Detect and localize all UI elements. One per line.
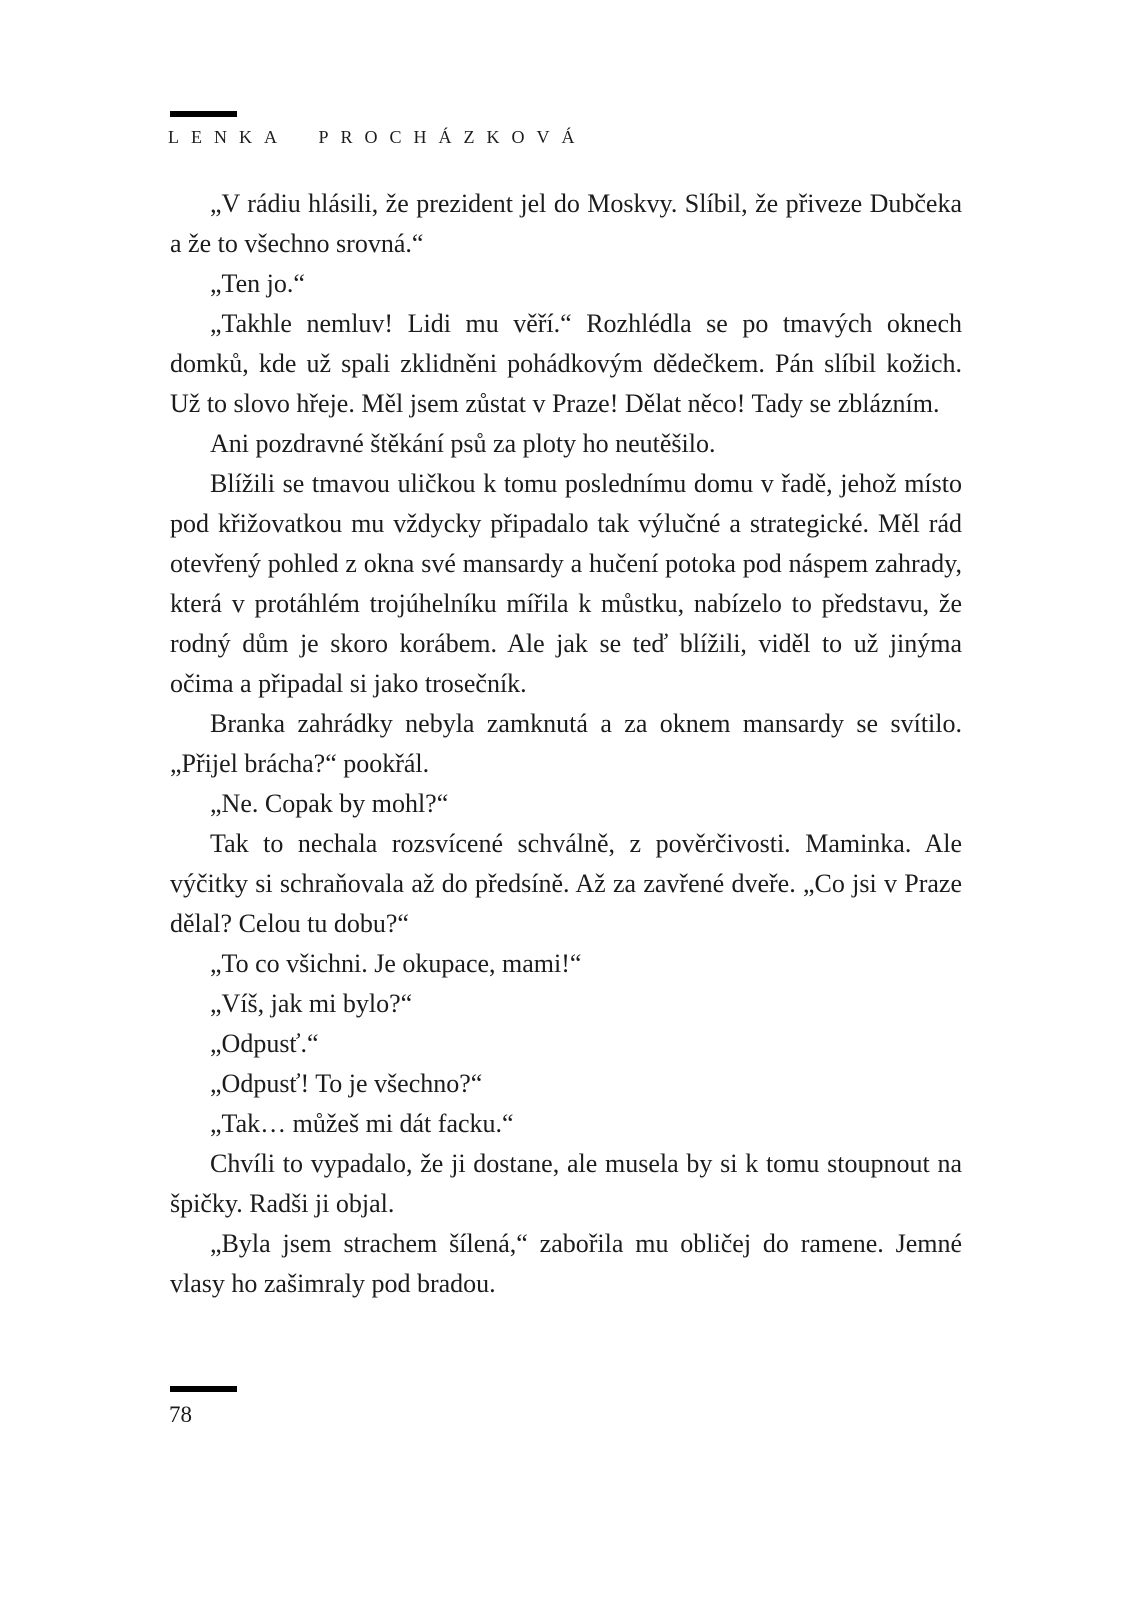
paragraph: „Byla jsem strachem šílená,“ zabořila mu obličej do ramene. Jemné vlasy ho zašimraly pod bradou. <box>170 1229 962 1298</box>
footer-rule <box>170 1386 237 1392</box>
paragraph: „Ne. Copak by mohl?“ <box>210 789 449 818</box>
running-head-author: LENKA PROCHÁZKOVÁ <box>168 127 587 147</box>
page-number: 78 <box>169 1402 192 1427</box>
page-body <box>170 184 962 1304</box>
header-rule <box>170 111 237 117</box>
paragraph: Branka zahrádky nebyla zamknutá a za oknem mansardy se svítilo. „Přijel brácha?“ pookřál. <box>170 709 962 778</box>
paragraph: „Takhle nemluv! Lidi mu věří.“ Rozhlédla se po tmavých oknech domků, kde už spali zklidněni pohádkovým dědečkem. Pán slíbil kožich. Už to slovo hřeje. Měl jsem zůstat v Praze! Dělat něco! Tady se zblázním. <box>170 309 962 418</box>
paragraph: „Víš, jak mi bylo?“ <box>210 989 413 1018</box>
paragraph: „Odpusť! To je všechno?“ <box>210 1069 483 1098</box>
paragraph: Ani pozdravné štěkání psů za ploty ho neutěšilo. <box>210 429 716 458</box>
paragraph: Chvíli to vypadalo, že ji dostane, ale musela by si k tomu stoupnout na špičky. Radši ji objal. <box>170 1149 962 1218</box>
paragraph: „Tak… můžeš mi dát facku.“ <box>210 1109 514 1138</box>
paragraph: „Ten jo.“ <box>210 269 305 298</box>
paragraph: „V rádiu hlásili, že prezident jel do Moskvy. Slíbil, že přiveze Dubčeka a že to všechno srovná.“ <box>170 189 962 258</box>
paragraph: „Odpusť.“ <box>210 1029 319 1058</box>
paragraph: „To co všichni. Je okupace, mami!“ <box>210 949 582 978</box>
paragraph: Blížili se tmavou uličkou k tomu poslednímu domu v řadě, jehož místo pod křižovatkou mu vždycky připadalo tak výlučné a strategické. Měl rád otevřený pohled z okna své mansardy a hučení potoka pod náspem zahrady, která v protáhlém trojúhelníku mířila k můstku, nabízelo to představu, že rodný dům je skoro korábem. Ale jak se teď blížili, viděl to už jinýma očima a připadal si jako trosečník. <box>170 469 962 698</box>
paragraph: Tak to nechala rozsvícené schválně, z pověrčivosti. Maminka. Ale výčitky si schraňovala až do předsíně. Až za zavřené dveře. „Co jsi v Praze dělal? Celou tu dobu?“ <box>170 829 962 938</box>
